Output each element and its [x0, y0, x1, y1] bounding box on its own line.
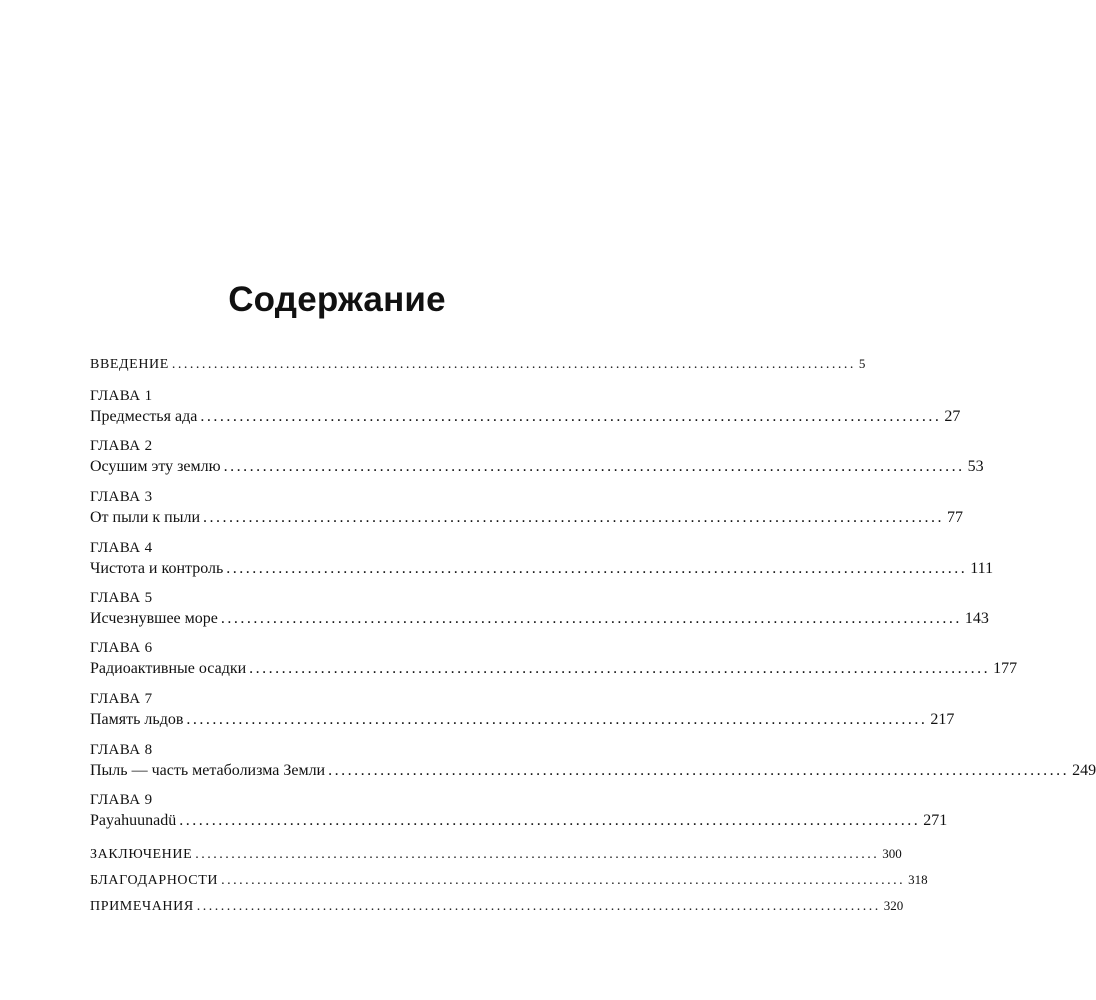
dot-leader: .................................................................................................................. [203, 509, 945, 526]
dot-leader: .................................................................................................................. [200, 408, 942, 425]
toc-entry-page: 249 [1072, 762, 1096, 779]
toc-entry-acknowledgements[interactable] [90, 872, 928, 896]
toc-entry-label: Payahuunadü [90, 812, 177, 829]
dot-leader: .................................................................................................................. [220, 610, 962, 627]
chapter-number: ГЛАВА 5 [90, 590, 153, 606]
toc-entry-chapter-6[interactable] [90, 660, 1018, 684]
toc-entry-page: 111 [970, 560, 994, 577]
toc-entry-notes[interactable] [90, 898, 904, 922]
chapter-number: ГЛАВА 3 [90, 489, 153, 505]
page-title: Содержание [228, 280, 446, 319]
chapter-number: ГЛАВА 6 [90, 640, 153, 656]
toc-entry-page: 177 [993, 660, 1018, 677]
toc-entry-label: Осушим эту землю [90, 458, 221, 475]
toc-entry-chapter-4[interactable] [90, 560, 994, 584]
dot-leader: .................................................................................................................. [221, 873, 906, 888]
toc-entry-intro[interactable] [90, 356, 866, 380]
toc-entry-chapter-3[interactable] [90, 509, 964, 533]
toc-entry-page: 300 [882, 846, 902, 861]
chapter-number: ГЛАВА 1 [90, 388, 153, 404]
dot-leader: .................................................................................................................. [195, 847, 880, 862]
toc-entry-label: Чистота и контроль [90, 560, 224, 577]
toc-entry-chapter-9[interactable] [90, 812, 948, 836]
dot-leader: .................................................................................................................. [186, 711, 928, 728]
chapter-number: ГЛАВА 4 [90, 540, 153, 556]
toc-entry-page: 27 [944, 408, 961, 425]
dot-leader: .................................................................................................................. [223, 458, 965, 475]
toc-entry-label: Пыль — часть метаболизма Земли [90, 762, 326, 779]
toc-entry-label: БЛАГОДАРНОСТИ [90, 873, 219, 888]
toc-entry-chapter-8[interactable] [90, 762, 1096, 786]
toc-entry-page: 318 [908, 872, 928, 887]
dot-leader: .................................................................................................................. [328, 762, 1070, 779]
toc-entry-chapter-7[interactable] [90, 711, 955, 735]
chapter-number: ГЛАВА 7 [90, 691, 153, 707]
toc-entry-label: ВВЕДЕНИЕ [90, 357, 169, 372]
toc-entry-chapter-1[interactable] [90, 408, 961, 432]
toc-entry-page: 77 [947, 509, 964, 526]
toc-entry-label: Исчезнувшее море [90, 610, 218, 627]
toc-entry-page: 5 [858, 356, 866, 371]
toc-entry-label: Радиоактивные осадки [90, 660, 247, 677]
toc-entry-conclusion[interactable] [90, 846, 902, 870]
dot-leader: .................................................................................................................. [226, 560, 968, 577]
chapter-number: ГЛАВА 8 [90, 742, 153, 758]
toc-entry-label: ЗАКЛЮЧЕНИЕ [90, 847, 193, 862]
toc-entry-page: 217 [930, 711, 955, 728]
chapter-number: ГЛАВА 9 [90, 792, 153, 808]
toc-entry-page: 320 [883, 898, 904, 913]
chapter-number: ГЛАВА 2 [90, 438, 153, 454]
toc-entry-label: От пыли к пыли [90, 509, 201, 526]
toc-entry-label: Предместья ада [90, 408, 198, 425]
toc-entry-page: 271 [923, 812, 948, 829]
toc-entry-chapter-2[interactable] [90, 458, 984, 482]
dot-leader: .................................................................................................................. [196, 899, 881, 914]
dot-leader: .................................................................................................................. [179, 812, 921, 829]
dot-leader: .................................................................................................................. [249, 660, 991, 677]
toc-entry-page: 53 [967, 458, 984, 475]
toc-entry-label: ПРИМЕЧАНИЯ [90, 899, 194, 914]
toc-entry-chapter-5[interactable] [90, 610, 989, 634]
toc-entry-page: 143 [964, 610, 989, 627]
toc-entry-label: Память льдов [90, 711, 184, 728]
dot-leader: .................................................................................................................. [171, 357, 856, 372]
